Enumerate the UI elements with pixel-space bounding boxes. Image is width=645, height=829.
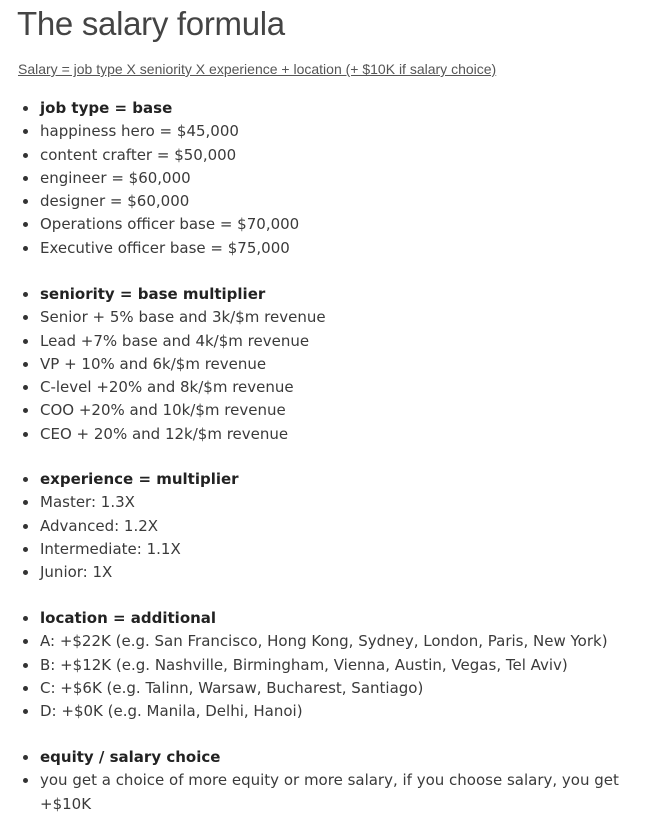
experience-heading: experience = multiplier: [0, 468, 239, 491]
list-item: A: +$22K (e.g. San Francisco, Hong Kong, Sydney, London, Paris, New York): [0, 630, 608, 653]
list-item: happiness hero = $45,000: [0, 120, 299, 143]
location-list: [0, 607, 608, 723]
list-item: Junior: 1X: [0, 561, 239, 584]
equity-list: [0, 746, 630, 816]
list-item: C-level +20% and 8k/$m revenue: [0, 376, 326, 399]
experience-list: [0, 468, 239, 584]
list-item: you get a choice of more equity or more salary, if you choose salary, you get +$10K: [0, 769, 630, 816]
list-item: engineer = $60,000: [0, 167, 299, 190]
equity-heading: equity / salary choice: [0, 746, 630, 769]
list-item: content crafter = $50,000: [0, 144, 299, 167]
list-item: D: +$0K (e.g. Manila, Delhi, Hanoi): [0, 700, 608, 723]
list-item: COO +20% and 10k/$m revenue: [0, 399, 326, 422]
list-item: Operations officer base = $70,000: [0, 213, 299, 236]
list-item: Master: 1.3X: [0, 491, 239, 514]
list-item: VP + 10% and 6k/$m revenue: [0, 353, 326, 376]
salary-formula-link[interactable]: Salary = job type X seniority X experience + location (+ $10K if salary choice): [18, 61, 497, 77]
seniority-list: [0, 283, 326, 446]
list-item: Intermediate: 1.1X: [0, 538, 239, 561]
list-item: CEO + 20% and 12k/$m revenue: [0, 423, 326, 446]
list-item: Advanced: 1.2X: [0, 515, 239, 538]
list-item: designer = $60,000: [0, 190, 299, 213]
list-item: Executive officer base = $75,000: [0, 237, 299, 260]
location-heading: location = additional: [0, 607, 608, 630]
list-item: Senior + 5% base and 3k/$m revenue: [0, 306, 326, 329]
list-item: B: +$12K (e.g. Nashville, Birmingham, Vienna, Austin, Vegas, Tel Aviv): [0, 654, 608, 677]
page-title: The salary formula: [17, 5, 285, 42]
job-type-heading: job type = base: [0, 97, 299, 120]
list-item: Lead +7% base and 4k/$m revenue: [0, 330, 326, 353]
seniority-heading: seniority = base multiplier: [0, 283, 326, 306]
job-type-list: [0, 97, 299, 260]
list-item: C: +$6K (e.g. Talinn, Warsaw, Bucharest, Santiago): [0, 677, 608, 700]
